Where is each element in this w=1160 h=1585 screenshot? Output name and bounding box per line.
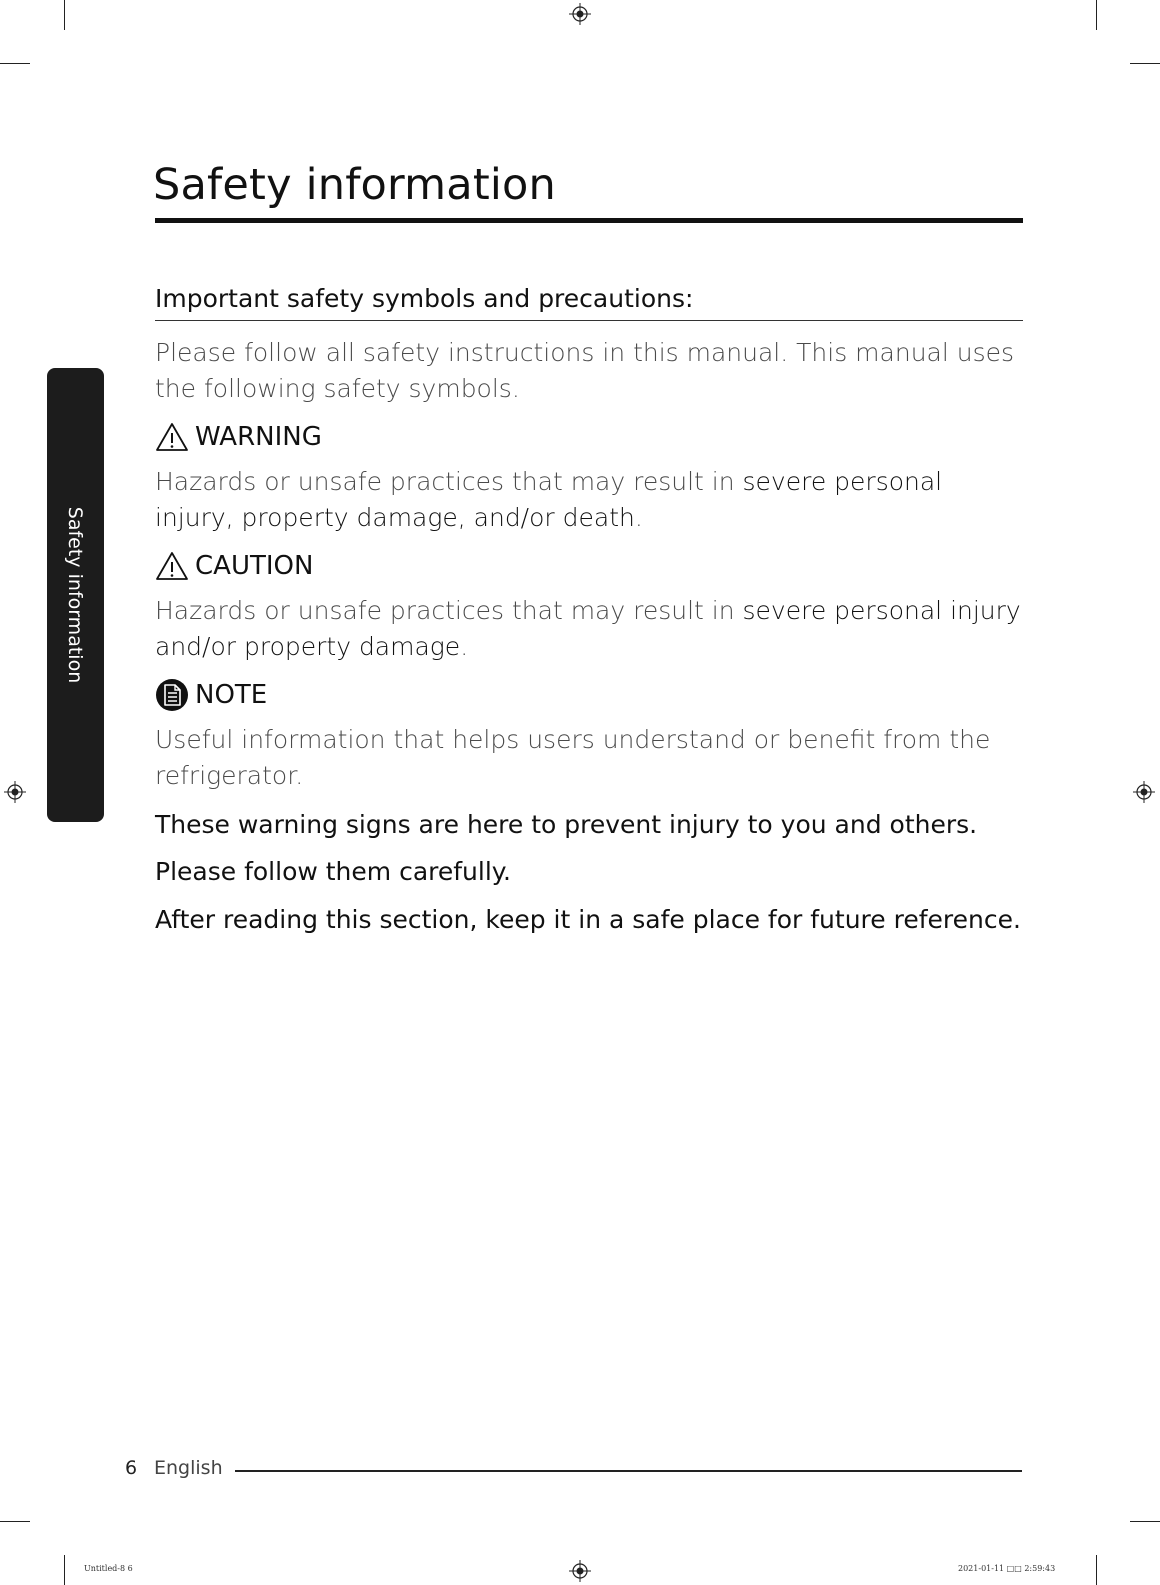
caution-heading bbox=[155, 549, 313, 583]
note-icon bbox=[155, 678, 189, 712]
title-rule bbox=[155, 218, 1023, 223]
caution-text-suffix: . bbox=[460, 632, 469, 661]
page-number: 6 bbox=[125, 1457, 138, 1479]
side-tab bbox=[47, 368, 104, 822]
print-slug-left: Untitled-8 6 bbox=[84, 1564, 133, 1573]
intro-paragraph: Please follow all safety instructions in this manual. This manual uses the following safety symbols. bbox=[155, 338, 1015, 403]
warning-description bbox=[155, 464, 1025, 536]
crop-mark bbox=[64, 1555, 65, 1585]
section-heading: Important safety symbols and precautions: bbox=[155, 284, 694, 313]
warning-triangle-icon bbox=[155, 551, 189, 581]
caution-text-prefix: Hazards or unsafe practices that may result in bbox=[155, 596, 743, 625]
caution-text-emphasis: severe personal injury and/or property damage bbox=[155, 596, 1021, 661]
caution-description bbox=[155, 593, 1025, 665]
registration-mark-icon bbox=[4, 781, 26, 803]
warning-label: WARNING bbox=[195, 422, 322, 452]
crop-mark bbox=[1130, 1521, 1160, 1522]
warning-triangle-icon bbox=[155, 422, 189, 452]
footer-language: English bbox=[154, 1457, 223, 1479]
section-rule bbox=[155, 320, 1023, 321]
crop-mark bbox=[1130, 63, 1160, 64]
note-heading bbox=[155, 678, 267, 712]
note-label: NOTE bbox=[195, 680, 268, 710]
crop-mark bbox=[64, 0, 65, 30]
note-description: Useful information that helps users understand or benefit from the refrigerator. bbox=[155, 725, 991, 790]
warning-text-emphasis: severe personal injury, property damage, and/or death bbox=[155, 467, 943, 532]
warning-text-prefix: Hazards or unsafe practices that may result in bbox=[155, 467, 743, 496]
closing-line: These warning signs are here to prevent injury to you and others. bbox=[155, 810, 978, 839]
caution-label: CAUTION bbox=[195, 551, 314, 581]
footer-rule bbox=[235, 1470, 1022, 1472]
closing-line: After reading this section, keep it in a safe place for future reference. bbox=[155, 905, 1021, 934]
closing-line: Please follow them carefully. bbox=[155, 857, 511, 886]
page-title: Safety information bbox=[153, 160, 556, 210]
registration-mark-icon bbox=[569, 3, 591, 25]
crop-mark bbox=[1096, 0, 1097, 30]
side-tab-label: Safety information bbox=[64, 506, 86, 684]
registration-mark-icon bbox=[1133, 781, 1155, 803]
warning-heading bbox=[155, 420, 322, 454]
crop-mark bbox=[0, 63, 30, 64]
registration-mark-icon bbox=[569, 1560, 591, 1582]
crop-mark bbox=[1096, 1555, 1097, 1585]
crop-mark bbox=[0, 1521, 30, 1522]
warning-text-suffix: . bbox=[634, 503, 643, 532]
print-slug-right: 2021-01-11 □□ 2:59:43 bbox=[958, 1564, 1056, 1573]
